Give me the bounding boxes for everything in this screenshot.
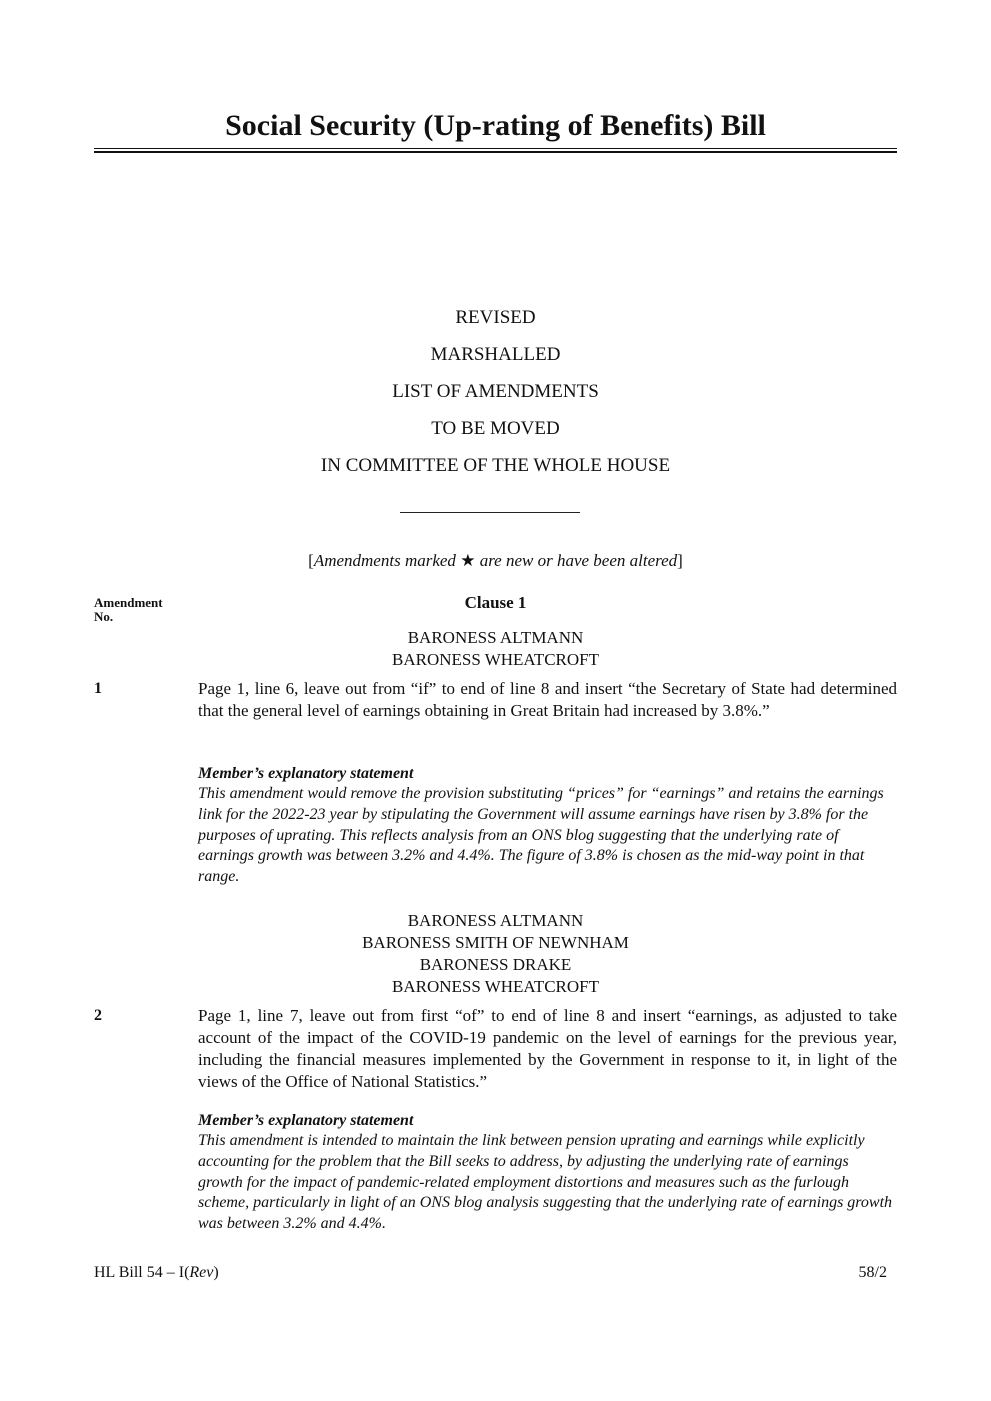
amendment-2-explanatory-statement (198, 1111, 897, 1235)
sponsor-name: BARONESS WHEATCROFT (391, 977, 600, 996)
amendment-1-number: 1 (94, 680, 102, 697)
sponsor-name: BARONESS ALTMANN (407, 911, 584, 930)
statement-text: This amendment would remove the provision substituting “prices” for “earnings” and retains the earnings link for the 2022-23 year by stipulating the Government will assume earnings have risen by 3.8% for the purposes of uprating. This reflects analysis from an ONS blog suggesting that the underlying rate of earnings growth was between 3.2% and 4.4%. The figure of 3.8% is chosen as the mid-way point in that range. (198, 785, 884, 886)
bill-ref-suffix: ) (213, 1264, 219, 1281)
star-icon: ★ (460, 551, 476, 570)
marked-amendments-note (94, 549, 897, 573)
bill-title: Social Security (Up-rating of Benefits) Bill (225, 109, 766, 142)
title-rule-thick (94, 151, 897, 153)
bill-ref-prefix: HL Bill 54 – I( (94, 1264, 190, 1281)
bill-reference (94, 1263, 219, 1283)
amendment-2-sponsors (94, 910, 897, 998)
sponsor-name: BARONESS DRAKE (419, 955, 572, 974)
amendment-2-number: 2 (94, 1007, 102, 1024)
heading-line-list-of-amendments: LIST OF AMENDMENTS (392, 381, 599, 402)
note-close-bracket: ] (677, 551, 683, 570)
heading-divider (400, 512, 580, 513)
amendment-1-sponsors (94, 627, 897, 671)
heading-line-to-be-moved: TO BE MOVED (431, 418, 560, 439)
note-text-after: are new or have been altered (475, 551, 678, 570)
bill-ref-rev: Rev (189, 1264, 214, 1281)
heading-line-committee: IN COMMITTEE OF THE WHOLE HOUSE (320, 455, 671, 476)
title-rule-thin (94, 148, 897, 149)
sponsor-name: BARONESS WHEATCROFT (391, 650, 600, 669)
statement-title: Member’s explanatory statement (198, 1112, 414, 1129)
statement-title: Member’s explanatory statement (198, 765, 414, 782)
list-heading (94, 304, 897, 489)
note-open-bracket: [ (308, 551, 314, 570)
heading-line-revised: REVISED (455, 307, 536, 328)
heading-line-marshalled: MARSHALLED (430, 344, 561, 365)
amendment-1-explanatory-statement (198, 764, 897, 888)
amendment-header-line2: No. (94, 609, 114, 624)
clause-heading: Clause 1 (464, 593, 527, 612)
amendment-header-line1: Amendment (94, 595, 163, 610)
amendment-1-text: Page 1, line 6, leave out from “if” to end of line 8 and insert “the Secretary of State had determined that the general level of earnings obtaining in Great Britain had increased by 3.8%.” (198, 679, 897, 720)
page-reference: 58/2 (858, 1264, 887, 1281)
note-text-before: Amendments marked (313, 551, 461, 570)
sponsor-name: BARONESS ALTMANN (407, 628, 584, 647)
amendment-2-text: Page 1, line 7, leave out from first “of” to end of line 8 and insert “earnings, as adjusted to take account of the impact of the COVID-19 pandemic on the level of earnings for the previous year, including the financial measures implemented by the Government in response to it, in light of the views of the Office of National Statistics.” (198, 1006, 897, 1091)
sponsor-name: BARONESS SMITH OF NEWNHAM (362, 933, 629, 952)
statement-text: This amendment is intended to maintain the link between pension uprating and earnings while explicitly accounting for the problem that the Bill seeks to address, by adjusting the underlying rate of earnings growth for the impact of pandemic-related employment distortions and measures such as the furlough scheme, particularly in light of an ONS blog analysis suggesting that the underlying rate of earnings growth was between 3.2% and 4.4%. (198, 1132, 893, 1233)
